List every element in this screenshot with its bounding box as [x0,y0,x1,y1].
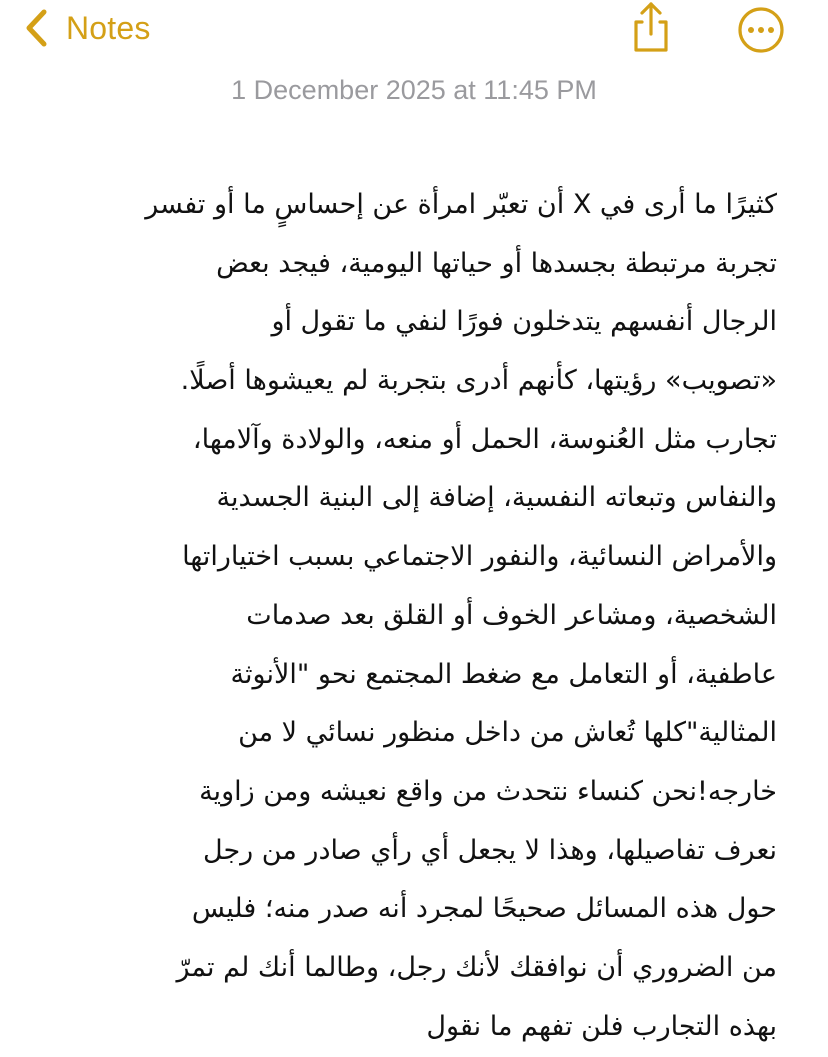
ellipsis-circle-icon [737,6,785,54]
note-line: حول هذه المسائل صحيحًا لمجرد أنه صدر منه؛ فليس [191,893,777,925]
note-line: «تصويب» رؤيتها، كأنهم أدرى بتجربة لم يعيشوها أصلًا. [180,365,777,397]
note-line: والنفاس وتبعاته النفسية، إضافة إلى البنية الجسدية [216,482,777,514]
note-line: نعرف تفاصيلها، وهذا لا يجعل أي رأي صادر من رجل [203,834,777,866]
back-button[interactable] [24,6,151,50]
share-icon [628,0,674,54]
more-options-button[interactable] [737,6,785,54]
note-line: عاطفية، أو التعامل مع ضغط المجتمع نحو "الأنوثة [230,658,777,690]
share-button[interactable] [628,0,674,54]
note-line: خارجه!نحن كنساء نتحدث من واقع نعيشه ومن زاوية [199,775,777,807]
back-button-label: Notes [66,9,151,46]
chevron-left-icon [24,6,50,50]
note-line: والأمراض النسائية، والنفور الاجتماعي بسبب اختياراتها [182,541,777,573]
note-line: الشخصية، ومشاعر الخوف أو القلق بعد صدمات [246,599,777,631]
note-line: المثالية"كلها تُعاش من داخل منظور نسائي لا من [238,717,777,749]
note-timestamp: 1 December 2025 at 11:45 PM [231,75,597,105]
note-line: تجارب مثل العُنوسة، الحمل أو منعه، والولادة وآلامها، [192,423,777,455]
note-line: بهذه التجارب فلن تفهم ما نقول [426,1010,777,1042]
note-line: كثيرًا ما أرى في X أن تعبّر امرأة عن إحساسٍ ما أو تفسر [145,189,777,220]
note-line: الرجال أنفسهم يتدخلون فورًا لنفي ما تقول أو [271,306,777,338]
note-line: تجربة مرتبطة بجسدها أو حياتها اليومية، فيجد بعض [216,247,777,279]
note-line: من الضروري أن نوافقك لأنك رجل، وطالما أنك لم تمرّ [176,951,777,983]
navigation-bar [0,0,828,60]
note-body-text[interactable] [72,176,777,1056]
